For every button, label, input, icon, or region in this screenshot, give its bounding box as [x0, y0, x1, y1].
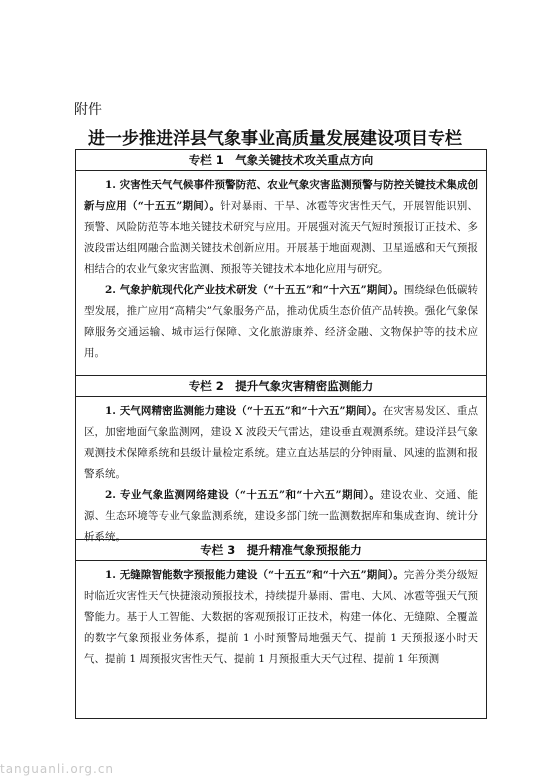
section-2-header: 专栏 2 提升气象灾害精密监测能力: [76, 376, 486, 397]
item-body: 建设农业、交通、能源、生态环境等专业气象监测系统，建设多部门统一监测数据库和集成查询、统计分析系统。: [84, 489, 479, 543]
item-heading: 1. 天气网精密监测能力建设（“十五五”和“十六五”期间）。: [105, 405, 383, 417]
section-2-item-2: [84, 485, 478, 548]
section-3-header: 专栏 3 提升精准气象预报能力: [76, 540, 486, 561]
section-1-item-2: [84, 280, 478, 364]
section-3-item-1: [84, 565, 478, 670]
document-title: 进一步推进洋县气象事业高质量发展建设项目专栏: [88, 129, 462, 149]
section-1-body: [76, 171, 486, 376]
item-body: 完善分类分级短时临近灾害性天气快捷滚动预报技术，持续提升暴雨、雷电、大风、冰雹等强天气预警能力。基于人工智能、大数据的客观预报订正技术，构建一体化、无缝隙、全覆盖的数字气象预报业务体系，提前 1 小时预警局地强天气、提前 1 天预报逐小时天气、提前 1 周预报灾害性天气、提前 1 月预报重大天气过程、提前 1 年预测: [84, 569, 478, 665]
item-body: 针对暴雨、干旱、冰雹等灾害性天气，开展智能识别、预警、风险防范等本地关键技术研究与应用。开展强对流天气短时预报订正技术、多波段雷达组网融合监测关键技术创新应用。开展基于地面观测、卫星遥感和天气预报相结合的农业气象灾害监测、预报等关键技术本地化应用与研究。: [84, 200, 478, 275]
item-body: 围绕绿色低碳转型发展，推广应用“高精尖”气象服务产品，推动优质生态价值产品转换。强化气象保障服务交通运输、城市运行保障、文化旅游康养、经济金融、文物保护等的技术应用。: [84, 284, 478, 359]
annex-label: 附件: [74, 102, 102, 118]
item-heading: 2. 专业气象监测网络建设（“十五五”和“十六五”期间）。: [105, 489, 381, 501]
section-1-header: 专栏 1 气象关键技术攻关重点方向: [76, 150, 486, 171]
project-columns-table: [75, 149, 487, 719]
item-heading: 2. 气象护航现代化产业技术研发（“十五五”和“十六五”期间）。: [105, 284, 404, 296]
item-heading: 1. 无缝隙智能数字预报能力建设（“十五五”和“十六五”期间）。: [105, 569, 404, 581]
section-3-body: [76, 561, 486, 718]
site-watermark: tanguanli.org.cn: [0, 762, 115, 776]
section-1-item-1: [84, 175, 478, 280]
section-2-body: [76, 397, 486, 543]
section-2-item-1: [84, 401, 478, 485]
item-heading: 1. 灾害性天气气候事件预警防范、农业气象灾害监测预警与防控关键技术集成创新与应用（“十五五”期间）。: [84, 179, 478, 212]
item-body: 在灾害易发区、重点区，加密地面气象监测网，建设 X 波段天气雷达，建设垂直观测系统。建设洋县气象观测技术保障系统和县级计量检定系统。建立直达基层的分钟雨量、风速的监测和报警系统。: [84, 405, 479, 480]
